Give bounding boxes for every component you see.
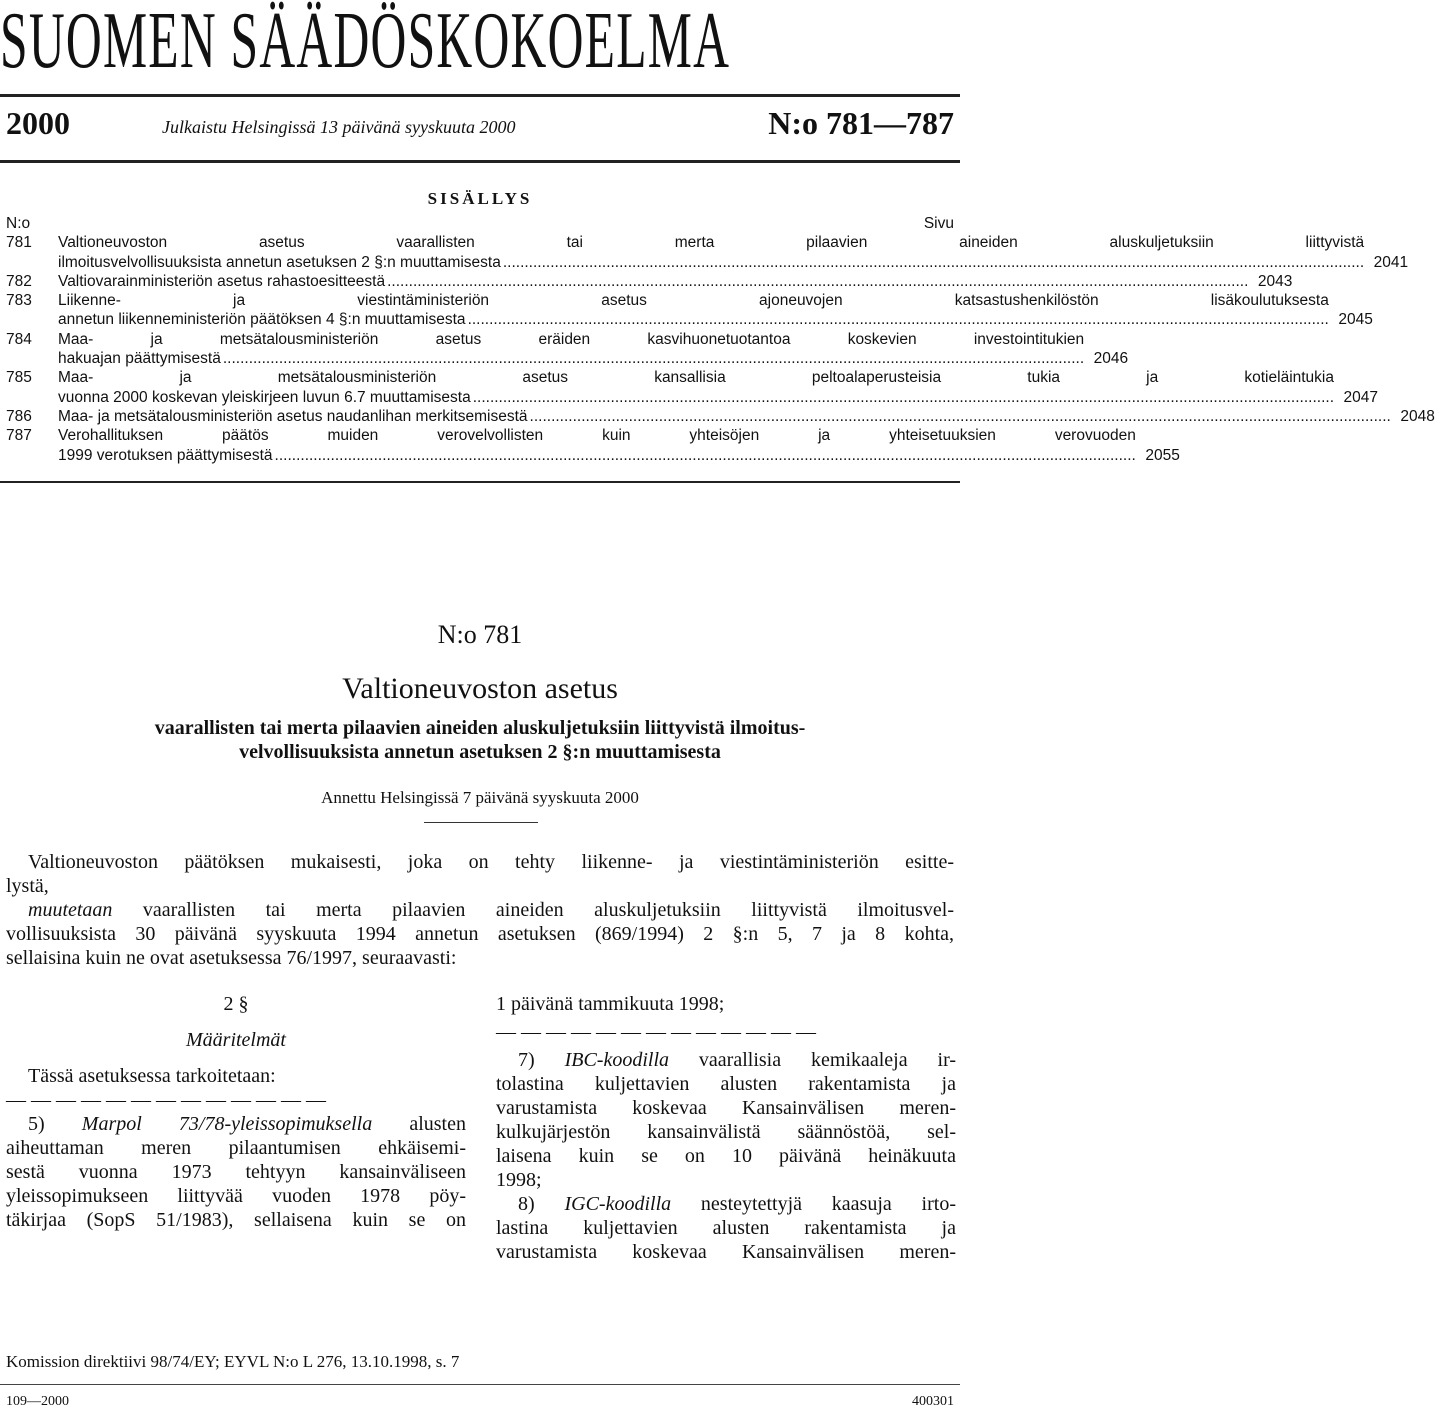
toc-entry-786 [6,407,1435,426]
toc-entry-text [58,407,1435,426]
enactment-paragraph [6,898,954,970]
toc-entry-line: Valtioneuvoston asetus vaarallisten tai merta pilaavien aineiden aluskuljetuksiin liittyvistä [58,234,1365,252]
item-5-line: 5) Marpol 73/78-yleissopimuksella alusten [28,1113,466,1135]
enactment-line: muutetaan vaarallisten tai merta pilaavien aineiden aluskuljetuksiin liittyvistä ilmoitusvel- [28,899,954,921]
toc-title: SISÄLLYS [427,189,533,208]
table-of-contents [6,214,1435,465]
toc-entry-text [58,233,1408,272]
section-number: 2 § [223,993,249,1015]
toc-col-number: N:o [6,215,31,232]
item-7-term: IBC-koodilla [564,1049,670,1071]
toc-entry-page: 2055 [1145,446,1180,464]
act-date: Annettu Helsingissä 7 päivänä syyskuuta 2000 [321,788,639,807]
toc-entry-page: 2046 [1093,350,1129,368]
right-column [496,992,956,1264]
toc-entry-text [58,330,1128,369]
toc-leader-dots: ........................................................................................................................................................................................................ [472,388,1334,406]
item-7-line: 1998; [496,1169,542,1191]
toc-entry-785 [6,368,1378,407]
toc-leader-dots: ........................................................................................................................................................................................................ [387,272,1249,290]
toc-entry-782 [6,272,1293,291]
toc-entry-page: 2045 [1338,311,1373,329]
item-5-line: sestä vuonna 1973 tehtyyn kansainväliseen [6,1161,466,1183]
item-5-continuation: 1 päivänä tammikuuta 1998; [496,993,725,1015]
item-5-term: Marpol 73/78-yleissopimuksella [81,1113,373,1135]
toc-header-row [6,214,954,233]
act-title: Valtioneuvoston asetus [342,672,618,705]
footer-code-right: 400301 [912,1394,954,1409]
act-number: N:o 781 [437,620,523,649]
item-7-line: varustamista koskevaa Kansainvälisen meren- [496,1097,956,1119]
toc-entry-text [58,368,1378,407]
item-7-line: 7) IBC-koodilla vaarallisia kemikaaleja ir- [518,1049,956,1071]
enactment-line: sellaisina kuin ne ovat asetuksessa 76/1997, seuraavasti: [6,947,457,969]
toc-leader-dots: ........................................................................................................................................................................................................ [222,350,1085,368]
toc-entry-783 [6,291,1373,330]
masthead-rule-top [0,94,960,97]
item-8-line: 8) IGC-koodilla nesteytettyjä kaasuja irto- [518,1193,956,1215]
masthead-rule-bottom [0,160,960,163]
toc-entry-number: 787 [6,427,32,445]
toc-entry-text [58,272,1292,291]
item-8-line: lastina kuljettavien alusten rakentamista ja [496,1217,956,1239]
footer-rule [0,1384,960,1385]
toc-entry-line: hakuajan päättymisestä ........................................................................................................................................................................................................ 2046 [58,350,1129,368]
toc-entry-number: 781 [6,234,32,252]
item-8-line: varustamista koskevaa Kansainvälisen meren- [496,1241,956,1263]
toc-entry-784 [6,330,1129,369]
toc-entry-line: Liikenne- ja viestintäministeriön asetus ajoneuvojen katsastushenkilöstön lisäkoulutuksesta [58,292,1329,310]
toc-entry-line: annetun liikenneministeriön päätöksen 4 §:n muuttamisesta ........................................................................................................................................................................................................ 2045 [58,311,1373,329]
issue-numbers: N:o 781—787 [768,105,954,141]
toc-entry-page: 2048 [1400,407,1435,425]
toc-entry-page: 2041 [1373,253,1409,271]
title-divider [424,822,538,823]
section-heading: Määritelmät [186,1029,286,1051]
preamble-line: Valtioneuvoston päätöksen mukaisesti, joka on tehty liikenne- ja viestintäministeriön esitte- [28,851,954,873]
toc-entry-line: Maa- ja metsätalousministeriön asetus naudanlihan merkitsemisestä ........................................................................................................................................................................................................ 2048 [58,407,1435,425]
footnote: Komission direktiivi 98/74/EY; EYVL N:o L 276, 13.10.1998, s. 7 [6,1352,460,1371]
toc-entry-number: 786 [6,407,32,425]
act-subtitle-line: velvollisuuksista annetun asetuksen 2 §:n muuttamisesta [239,741,721,763]
toc-leader-dots: ........................................................................................................................................................................................................ [529,407,1391,425]
toc-entry-text [58,426,1180,465]
omission-dashes: — — — — — — — — — — — — — [6,1089,326,1111]
toc-entry-page: 2047 [1343,388,1378,406]
preamble-line: lystä, [6,875,49,897]
toc-entry-number: 784 [6,330,32,348]
act-subtitle-line: vaarallisten tai merta pilaavien aineiden aluskuljetuksiin liittyvistä ilmoitus- [154,717,806,739]
toc-leader-dots: ........................................................................................................................................................................................................ [467,311,1329,329]
omission-dashes: — — — — — — — — — — — — — [496,1021,816,1043]
masthead-title: SUOMEN SÄÄDÖSKOKOELMA [0,0,731,85]
toc-leader-dots: ........................................................................................................................................................................................................ [274,446,1136,464]
toc-rule [0,481,960,483]
item-5-line: täkirjaa (SopS 51/1983), sellaisena kuin se on [6,1209,466,1231]
toc-entry-line: Maa- ja metsätalousministeriön asetus kansallisia peltoalaperusteisia tukia ja kotieläintukia [58,369,1334,387]
preamble-paragraph [6,850,954,898]
item-5-line: aiheuttaman meren pilaantumisen ehkäisemi- [6,1137,466,1159]
enactment-verb: muutetaan [28,899,113,921]
toc-entry-number: 783 [6,292,32,310]
toc-entry-line: 1999 verotuksen päättymisestä ........................................................................................................................................................................................................ 2055 [58,446,1180,464]
enactment-line: vollisuuksista 30 päivänä syyskuuta 1994 annetun asetuksen (869/1994) 2 §:n 5, 7 ja 8 kohta, [6,923,954,945]
item-7-line: tolastina kuljettavien alusten rakentamista ja [496,1073,956,1095]
toc-entry-text [58,291,1373,330]
toc-entry-number: 782 [6,272,32,290]
section-intro: Tässä asetuksessa tarkoitetaan: [28,1065,276,1087]
toc-entry-781 [6,233,1409,272]
toc-entry-line: ilmoitusvelvollisuuksista annetun asetuksen 2 §:n muuttamisesta ........................................................................................................................................................................................................ 2041 [58,253,1409,271]
item-7-line: laisena kuin se on 10 päivänä heinäkuuta [496,1145,956,1167]
publication-date: Julkaistu Helsingissä 13 päivänä syyskuuta 2000 [162,117,516,137]
footer-code-left: 109—2000 [6,1394,69,1409]
toc-entry-line: Valtiovarainministeriön asetus rahastoesitteestä ........................................................................................................................................................................................................ 2043 [58,272,1293,290]
toc-entry-number: 785 [6,369,32,387]
toc-entry-line: Maa- ja metsätalousministeriön asetus eräiden kasvihuonetuotantoa koskevien investointitukien [58,330,1085,348]
toc-leader-dots: ........................................................................................................................................................................................................ [502,253,1365,271]
item-7-line: kulkujärjestön kansainvälistä säännöstöä, sel- [496,1121,956,1143]
item-5-line: yleissopimukseen liittyvää vuoden 1978 pöy- [6,1185,466,1207]
toc-entry-787 [6,426,1180,465]
issue-year: 2000 [6,105,70,141]
toc-col-page: Sivu [923,215,954,232]
toc-entry-page: 2043 [1257,272,1293,290]
item-8-term: IGC-koodilla [564,1193,672,1215]
toc-entry-line: Verohallituksen päätös muiden verovelvollisten kuin yhteisöjen ja yhteisetuuksien verovuoden [58,427,1136,445]
toc-entry-line: vuonna 2000 koskevan yleiskirjeen luvun 6.7 muuttamisesta ........................................................................................................................................................................................................ 2047 [58,388,1378,406]
act-subtitle [40,716,920,764]
issue-header [0,105,960,149]
left-column [6,992,466,1232]
